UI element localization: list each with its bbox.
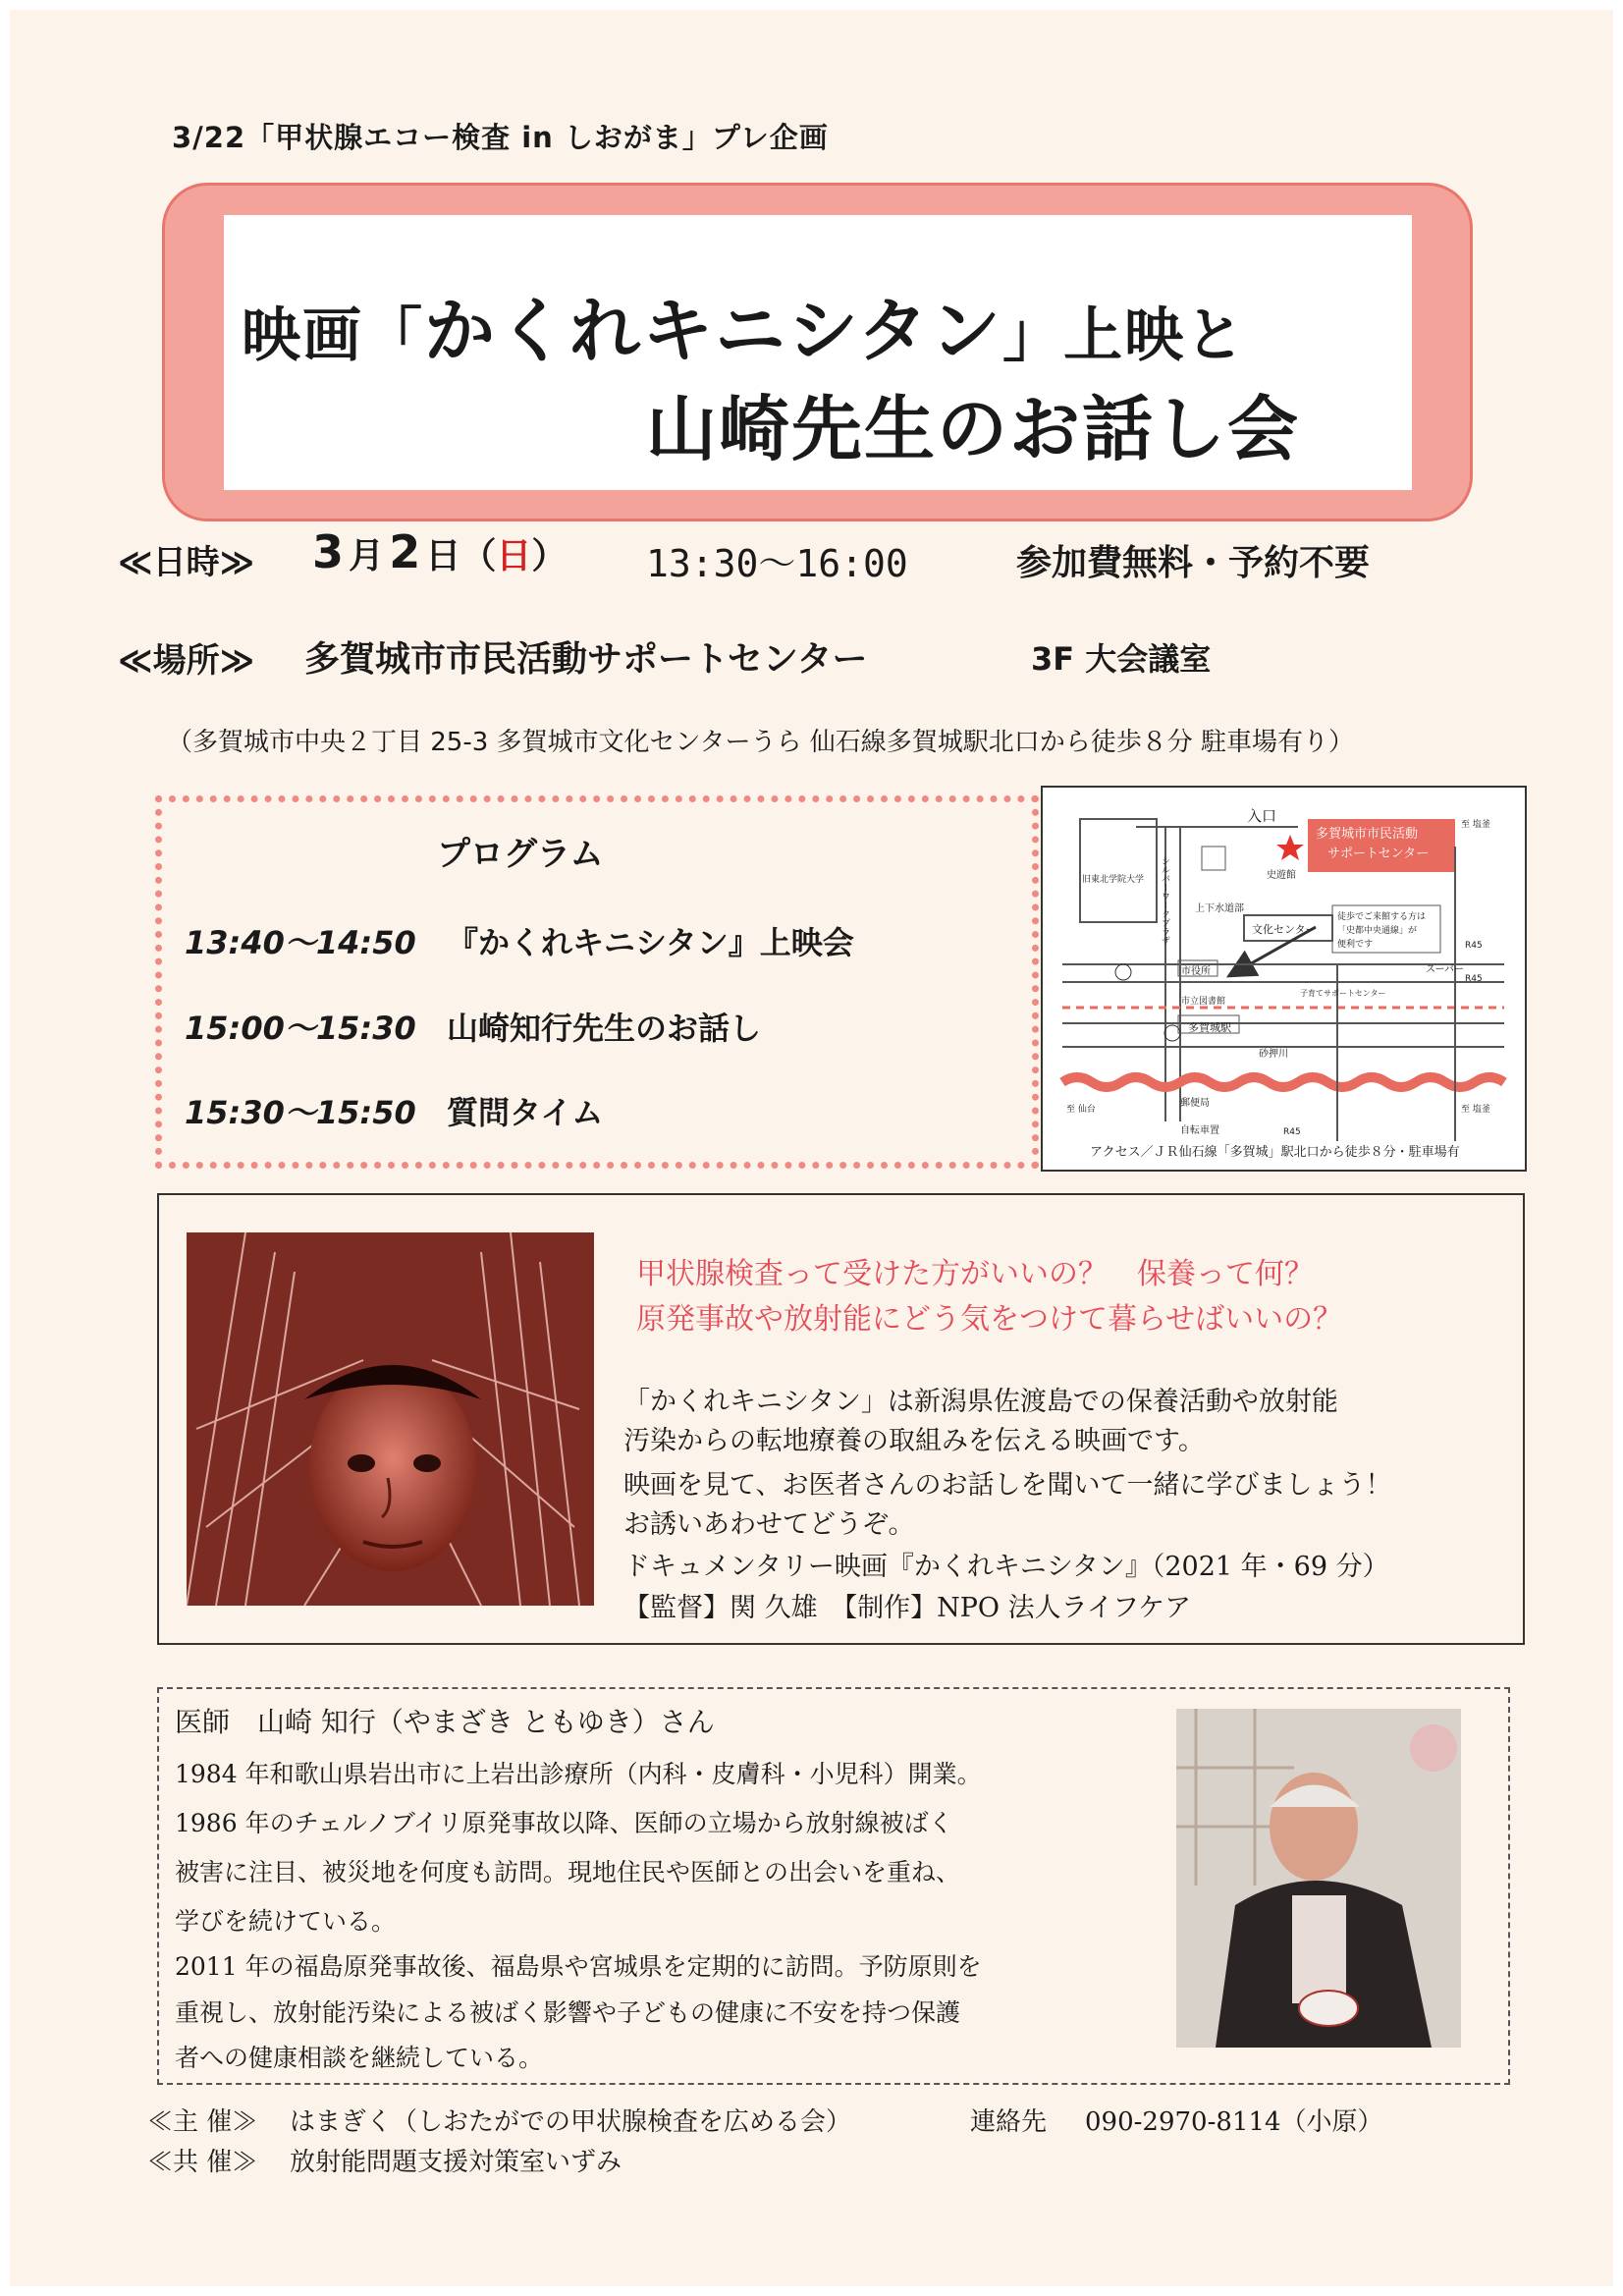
date-weekday: 日: [496, 536, 532, 576]
film-title: かくれキニシタン: [424, 290, 1003, 372]
date-day-unit: 日: [425, 536, 461, 576]
doctor-bio-4: 学びを続けている。: [175, 1907, 397, 1936]
doctor-photo-drawing: [1176, 1709, 1461, 2048]
date-day: 2: [389, 525, 421, 578]
event-time: 13:30～16:00: [646, 542, 908, 585]
doctor-bio-3: 被害に注目、被災地を何度も訪問。現地住民や医師との出会いを重ね、: [175, 1858, 961, 1886]
title-line-2: 山崎先生のお話し会: [646, 388, 1301, 470]
map-child-center: 子育てサポートセンター: [1300, 989, 1386, 998]
contact-phone: 090-2970-8114（小原）: [1085, 2107, 1383, 2137]
event-date: [312, 525, 567, 578]
map-station: 多賀城駅: [1188, 1021, 1231, 1034]
cohost-label: ≪共 催≫: [147, 2148, 258, 2177]
river: [1062, 1077, 1504, 1087]
program-title: プログラム: [437, 835, 604, 874]
map-super: スーパー: [1426, 964, 1464, 975]
map-historical: 史遊館: [1267, 870, 1296, 881]
star-icon: [1276, 835, 1304, 860]
question-2: 原発事故や放射能にどう気をつけて暮らせばいいの？: [636, 1302, 1343, 1337]
map-to-shiogama-2: 至 塩釜: [1461, 1105, 1490, 1115]
fee-note: 参加費無料・予約不要: [1016, 543, 1371, 583]
venue-address: （多賀城市中央２丁目 25-3 多賀城市文化センターうら 仙石線多賀城駅北口から徒歩８分 駐車場有り）: [167, 728, 1355, 757]
doctor-photo: [1176, 1709, 1461, 2048]
film-desc-1: 「かくれキニシタン」は新潟県佐渡島での保養活動や放射能: [623, 1387, 1338, 1417]
program-time-2: 15:00～15:30: [185, 1010, 416, 1047]
map-walk-note: 徒歩でご来館する方は: [1337, 912, 1427, 922]
pre-event-caption: 3/22「甲状腺エコー検査 in しおがま」プレ企画: [172, 121, 829, 154]
contact-label: 連絡先: [970, 2107, 1048, 2137]
program-time-1: 13:40～14:50: [185, 924, 416, 961]
date-month-unit: 月: [349, 536, 385, 576]
program-item-1: 『かくれキニシタン』上映会: [447, 924, 854, 961]
map-to-shiogama: 至 塩釜: [1461, 820, 1490, 830]
map-walk-note-3: 便利です: [1337, 940, 1374, 950]
map-bike-parking: 自転車置: [1180, 1125, 1219, 1136]
map-target-name: 多賀城市市民活動: [1316, 827, 1419, 842]
parking-icon: [1115, 964, 1131, 980]
doctor-heading: 医師 山崎 知行（やまざき ともゆき）さん: [175, 1706, 715, 1738]
film-credit-2: 【監督】関 久雄 【制作】NPO 法人ライフケア: [623, 1593, 1192, 1623]
map-r45-c: R45: [1283, 1127, 1301, 1137]
map-r45-b: R45: [1465, 974, 1483, 984]
question-1: 甲状腺検査って受けた方がいいの？ 保養って何？: [636, 1257, 1314, 1291]
map-city-hall: 市役所: [1181, 966, 1211, 977]
program-time-3: 15:30～15:50: [185, 1094, 416, 1131]
weekday-open: （: [460, 536, 497, 576]
doctor-bio-7: 者への健康相談を継続している。: [175, 2044, 544, 2072]
title-panel: [224, 215, 1412, 490]
doctor-bio-2: 1986 年のチェルノブイリ原発事故以降、医師の立場から放射線被ばく: [175, 1809, 953, 1837]
program-item-3: 質問タイム: [447, 1094, 604, 1131]
venue-label: ≪場所≫: [118, 641, 255, 681]
teacup: [1299, 1991, 1358, 2026]
map-silver: シルバーワークプラザ: [1160, 856, 1169, 945]
doctor-bio-1: 1984 年和歌山県岩出市に上岩出診療所（内科・皮膚科・小児科）開業。: [175, 1760, 982, 1788]
map-library: 市立図書館: [1181, 997, 1226, 1007]
date-month: 3: [312, 525, 345, 578]
film-desc-3: 映画を見て、お医者さんのお話しを聞いて一緒に学びましょう！: [623, 1470, 1392, 1501]
school-building: [1080, 819, 1157, 922]
film-still-drawing: [187, 1232, 594, 1606]
map-post: 郵便局: [1180, 1098, 1210, 1109]
weekday-close: ）: [531, 536, 568, 576]
face: [309, 1365, 476, 1571]
map-access-note: アクセス／ＪＲ仙石線「多賀城」駅北口から徒歩８分・駐車場有: [1090, 1145, 1460, 1160]
host-label: ≪主 催≫: [147, 2107, 258, 2137]
map-walk-note-2: 「史都中央通線」が: [1337, 926, 1418, 936]
film-still-image: [187, 1232, 594, 1606]
venue-room: 3F 大会議室: [1031, 640, 1212, 678]
map-school: 旧東北学院大学: [1082, 875, 1145, 885]
doctor-bio-6: 重視し、放射能汚染による被ばく影響や子どもの健康に不安を持つ保護: [175, 1998, 961, 2027]
title-prefix: 映画「: [242, 301, 424, 370]
map-entrance: 入口: [1247, 807, 1277, 825]
film-credit-1: ドキュメンタリー映画『かくれキニシタン』（2021 年・69 分）: [623, 1552, 1389, 1582]
doctor-bio-5: 2011 年の福島原発事故後、福島県や宮城県を定期的に訪問。予防原則を: [175, 1952, 982, 1981]
map-drawing: [1043, 788, 1525, 1170]
film-desc-2: 汚染からの転地療養の取組みを伝える映画です。: [623, 1426, 1205, 1456]
program-item-2: 山崎知行先生のお話し: [447, 1010, 762, 1047]
datetime-label: ≪日時≫: [118, 543, 255, 582]
map-river: 砂押川: [1259, 1049, 1288, 1060]
map-r45-a: R45: [1465, 941, 1483, 951]
cohost-name: 放射能問題支援対策室いずみ: [290, 2148, 622, 2177]
venue-name: 多賀城市市民活動サポートセンター: [304, 639, 868, 680]
map-sewer: 上下水道部: [1195, 903, 1244, 914]
title-suffix: 」上映と: [1002, 301, 1247, 370]
access-map: [1041, 786, 1527, 1172]
title-line-1: [242, 274, 1246, 376]
title-banner: [162, 183, 1473, 521]
map-to-sendai: 至 仙台: [1066, 1105, 1096, 1115]
host-name: はまぎく（しおたがでの甲状腺検査を広める会）: [290, 2107, 852, 2137]
map-culture: 文化センター: [1252, 923, 1317, 936]
film-desc-4: お誘いあわせてどうぞ。: [623, 1509, 915, 1540]
map-target-name-2: サポートセンター: [1327, 847, 1430, 861]
